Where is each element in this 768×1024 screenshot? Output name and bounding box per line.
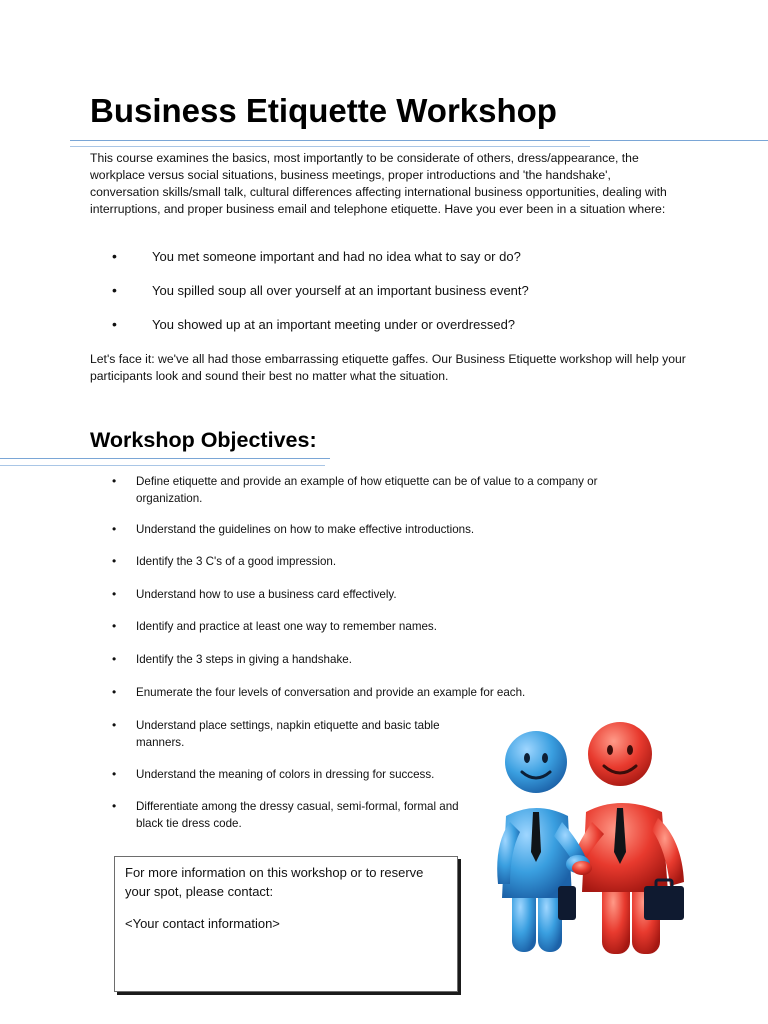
list-item: • You met someone important and had no idea what to say or do? <box>112 248 529 265</box>
objective-item: • Understand place settings, napkin etiquette and basic table manners. <box>112 717 466 751</box>
objective-item: • Identify the 3 steps in giving a handshake. <box>112 651 636 668</box>
objective-item: • Enumerate the four levels of conversation and provide an example for each. <box>112 684 636 701</box>
blue-figure <box>497 731 586 952</box>
intro-paragraph: This course examines the basics, most importantly to be considerate of others, dress/appearance, the workplace versus social situations, business meetings, proper introductions and 'the handshake', conversation skills/small talk, cultural differences affecting international business opportunities, dealing with interruptions, and proper business email and telephone etiquette. Have you ever been in a situation where: <box>90 151 667 216</box>
red-head-icon <box>588 722 652 786</box>
objective-item: • Identify and practice at least one way to remember names. <box>112 618 636 635</box>
objectives-heading: Workshop Objectives: <box>90 428 317 452</box>
objective-item: • Identify the 3 C's of a good impression. <box>112 553 636 570</box>
contact-info: <Your contact information> <box>125 916 280 931</box>
briefcase-icon <box>558 886 576 920</box>
title-rule-secondary <box>70 146 590 147</box>
list-item: • You spilled soup all over yourself at an important business event? <box>112 282 529 299</box>
page-title: Business Etiquette Workshop <box>90 92 557 129</box>
objective-item: • Define etiquette and provide an example of how etiquette can be of value to a company or organization. <box>112 473 636 507</box>
outro-paragraph: Let's face it: we've all had those embarrassing etiquette gaffes. Our Business Etiquette workshop will help your participants look and sound their best no matter what the situation. <box>90 352 686 383</box>
contact-prompt: For more information on this workshop or to reserve your spot, please contact: <box>125 865 424 899</box>
two-businessmen-handshake-icon <box>474 712 698 960</box>
list-item: • You showed up at an important meeting under or overdressed? <box>112 316 529 333</box>
title-rule <box>70 140 768 141</box>
objectives-rule <box>0 458 330 459</box>
objectives-rule-secondary <box>0 465 325 466</box>
situation-list <box>112 248 529 350</box>
red-figure <box>572 722 684 954</box>
objective-item: • Understand how to use a business card effectively. <box>112 586 636 603</box>
contact-box <box>114 856 458 992</box>
briefcase-icon <box>644 886 684 920</box>
blue-head-icon <box>505 731 567 793</box>
objective-item: • Differentiate among the dressy casual, semi-formal, formal and black tie dress code. <box>112 798 488 832</box>
objective-item: • Understand the meaning of colors in dressing for success. <box>112 766 496 783</box>
objective-item: • Understand the guidelines on how to make effective introductions. <box>112 521 636 538</box>
